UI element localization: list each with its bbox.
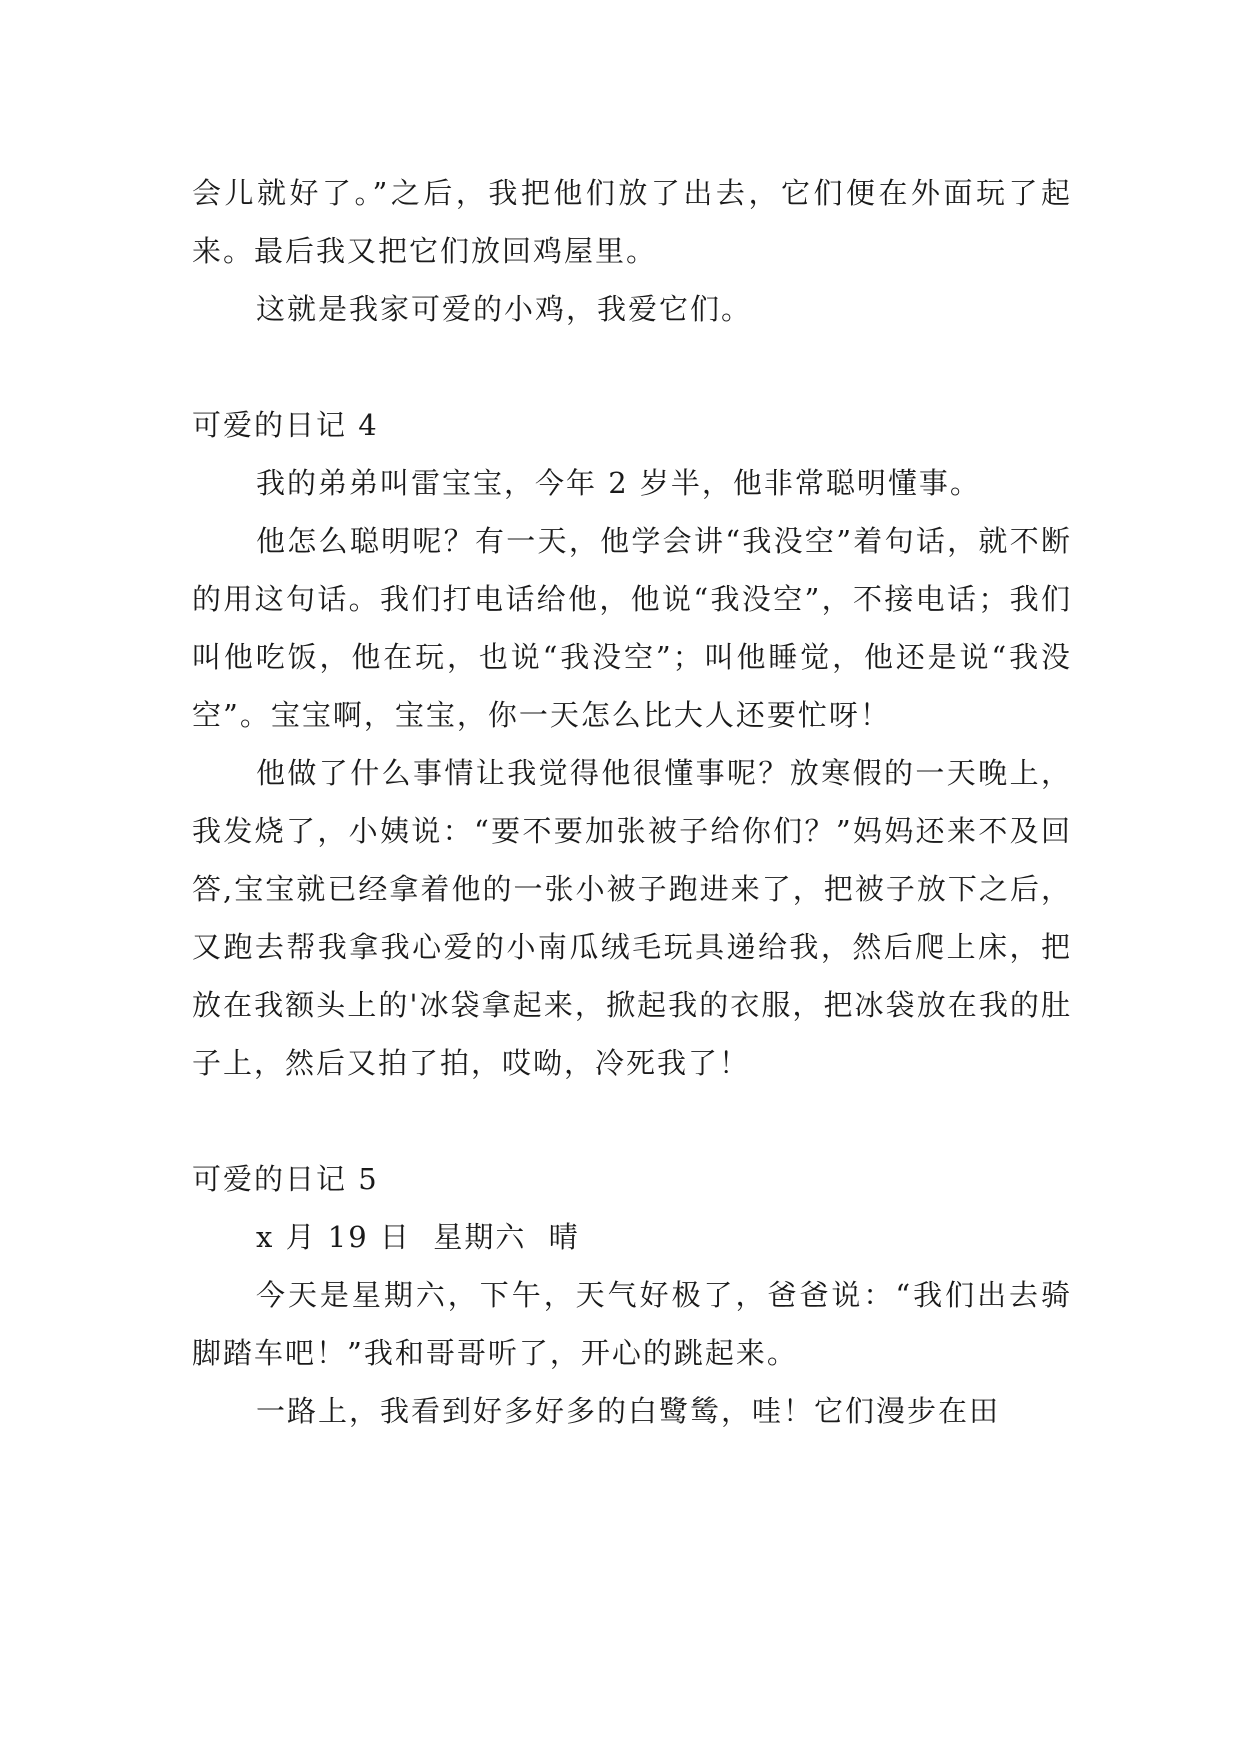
- paragraph-continued: 会儿就好了。”之后，我把他们放了出去，它们便在外面玩了起来。最后我又把它们放回鸡屋里。: [192, 176, 1072, 268]
- section4-paragraph-3: 他做了什么事情让我觉得他很懂事呢？放寒假的一天晚上，我发烧了，小姨说：“要不要加张被子给你们？”妈妈还来不及回答,宝宝就已经拿着他的一张小被子跑进来了，把被子放下之后，又跑去帮我拿我心爱的小南瓜绒毛玩具递给我，然后爬上床，把放在我额头上的'冰袋拿起来，掀起我的衣服，把冰袋放在我的肚子上，然后又拍了拍，哎呦，冷死我了！: [192, 756, 1072, 1080]
- section4-paragraph-1: 我的弟弟叫雷宝宝，今年 2 岁半，他非常聪明懂事。: [256, 466, 981, 500]
- section-gap: [192, 1092, 1072, 1150]
- paragraph-closing: 这就是我家可爱的小鸡，我爱它们。: [256, 292, 753, 326]
- section-title-5: 可爱的日记 5: [192, 1162, 379, 1196]
- section4-paragraph-2: 他怎么聪明呢？有一天，他学会讲“我没空”着句话，就不断的用这句话。我们打电话给他，他说“我没空”，不接电话；我们叫他吃饭，他在玩，也说“我没空”；叫他睡觉，他还是说“我没空”。宝宝啊，宝宝，你一天怎么比大人还要忙呀！: [192, 524, 1072, 732]
- section5-date-line: x 月 19 日 星期六 晴: [256, 1220, 580, 1254]
- section5-paragraph-1: 今天是星期六，下午，天气好极了，爸爸说：“我们出去骑脚踏车吧！”我和哥哥听了，开心的跳起来。: [192, 1278, 1072, 1370]
- document-body: [192, 164, 1072, 1440]
- section-title-4: 可爱的日记 4: [192, 408, 379, 442]
- section-gap: [192, 338, 1072, 396]
- section5-paragraph-2: 一路上，我看到好多好多的白鹭鸶，哇！它们漫步在田: [256, 1394, 1001, 1428]
